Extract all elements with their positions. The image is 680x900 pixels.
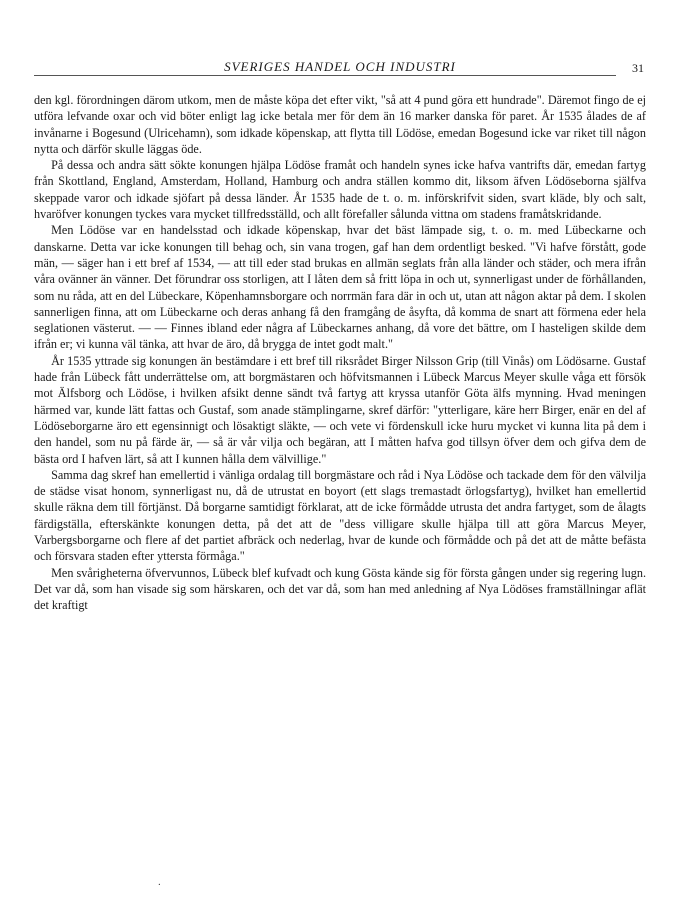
- paragraph: Samma dag skref han emellertid i vänliga ordalag till borgmästare och råd i Nya Lödöse och tackade dem för den välvilja de städse visat honom, synnerligast nu, då de utrustat en boyort (ett slags tremastadt örlogsfartyg), hvilket han emellertid skulle räkna dem till förtjänst. Då borgarne samtidigt förklarat, att de icke förmådde utrusta det andra fartyget, som de ålagts färdigställa, efterskänkte konungen detta, på det att de "dess villigare skulle hjälpa till att göra Marcus Meyer, Varbergsborgarne och flere af det partiet afbräck och nederlag, hvar de kunde och förmådde och på det att de måtte befästa och försvara staden efter yttersta förmåga.": [34, 467, 646, 564]
- page-header: [34, 60, 646, 76]
- paragraph: den kgl. förordningen därom utkom, men de måste köpa det efter vikt, "så att 4 pund göra ett hundrade". Däremot fingo de ej utföra lefvande oxar och vid böter enligt lag icke betala mer för dem än 16 marker danska för paret. År 1535 ålades de af invånarne i Bogesund (Ulricehamn), som idkade köpenskap, att flytta till Lödöse, emedan Bogesund icke var riket till någon nytta och därför skulle läggas öde.: [34, 93, 646, 156]
- paragraph: Men Lödöse var en handelsstad och idkade köpenskap, hvar det bäst lämpade sig, t. o. m. med Lübeckarne och danskarne. Detta var icke konungen till behag och, sin vana trogen, gaf han dem ordentligt besked. "Vi hafve förstått, gode män, — säger han i ett bref af 1534, — att till eder stad brukas en allmän seglats från alla länder och städer, och mera ifrån våra ovänner än vänner. Det förundrar oss storligen, att I låten dem så fritt löpa in och ut, synnerligast under de förhållanden, som nu råda, att en del Lübeckare, Köpenhamnsborgare och norrmän fara där in och ut, utan att någon aktar på dem. I skolen sannerligen finna, att om Lübeckarne och deras anhang få den framgång de åsyfta, då komma de snart att förmena eder hela seglationen västerut. — — Finnes ibland eder några af Lübeckarnes anhang, då vore det bättre, om I hasteligen skilde dem ifrån er; vi kunna väl tänka, att hvar de äro, då brygga de intet godt malt.": [34, 223, 646, 352]
- paragraph: År 1535 yttrade sig konungen än bestämdare i ett bref till riksrådet Birger Nilsson Grip (till Vinås) om Lödösarne. Gustaf hade från Lübeck fått underrättelse om, att borgmästaren och höfvitsmannen i Lübeck Marcus Meyer skulle våga ett försök mot Älfsborg och Lödöse, i hvilken afsikt denne sändt två fartyg att kryssa utanför Göta älfs mynning. Hvad meningen härmed var, kunde lätt fattas och Gustaf, som anade stämplingarne, skref därför: "ytterligare, käre herr Birger, enär en del af Lödöseborgarne äro ett egensinnigt och lösaktigt släkte, — och vete vi fördenskull icke huru mycket vi kunna lita på dem i den handel, som nu på färde är, — så är vår vilja och begäran, att I måtten hafva god tillsyn öfver dem och gifva dem de bästa ord I hafven lärt, så att I kunnen hålla dem välvillige.": [34, 353, 646, 466]
- paragraph: På dessa och andra sätt sökte konungen hjälpa Lödöse framåt och handeln synes icke hafva vantrifts där, emedan fartyg från Skottland, England, Amsterdam, Holland, Hamburg och andra ställen kommo dit, liksom äfven Lödöseborna själfva skeppade varor och idkade sjöfart på dessa länder. År 1535 hade de t. o. m. införskrifvit siden, svart kläde, bly och salt, hvaröfver konungen tyckes vara mycket tillfredsställd, och allt förefaller sålunda vittna om stadens framåtskridande.: [34, 158, 646, 222]
- page-number: 31: [632, 61, 644, 75]
- header-rule: [34, 75, 616, 76]
- footer-mark: .: [158, 876, 161, 888]
- body-text: [34, 92, 646, 614]
- paragraph: Men svårigheterna öfvervunnos, Lübeck blef kufvadt och kung Gösta kände sig för första gången under sig regering lugn. Det var då, som han visade sig som härskaren, och det var då, som han med anledning af Nya Lödöses framställningar aflät det kraftigt: [34, 565, 646, 613]
- running-title: SVERIGES HANDEL OCH INDUSTRI: [224, 59, 456, 74]
